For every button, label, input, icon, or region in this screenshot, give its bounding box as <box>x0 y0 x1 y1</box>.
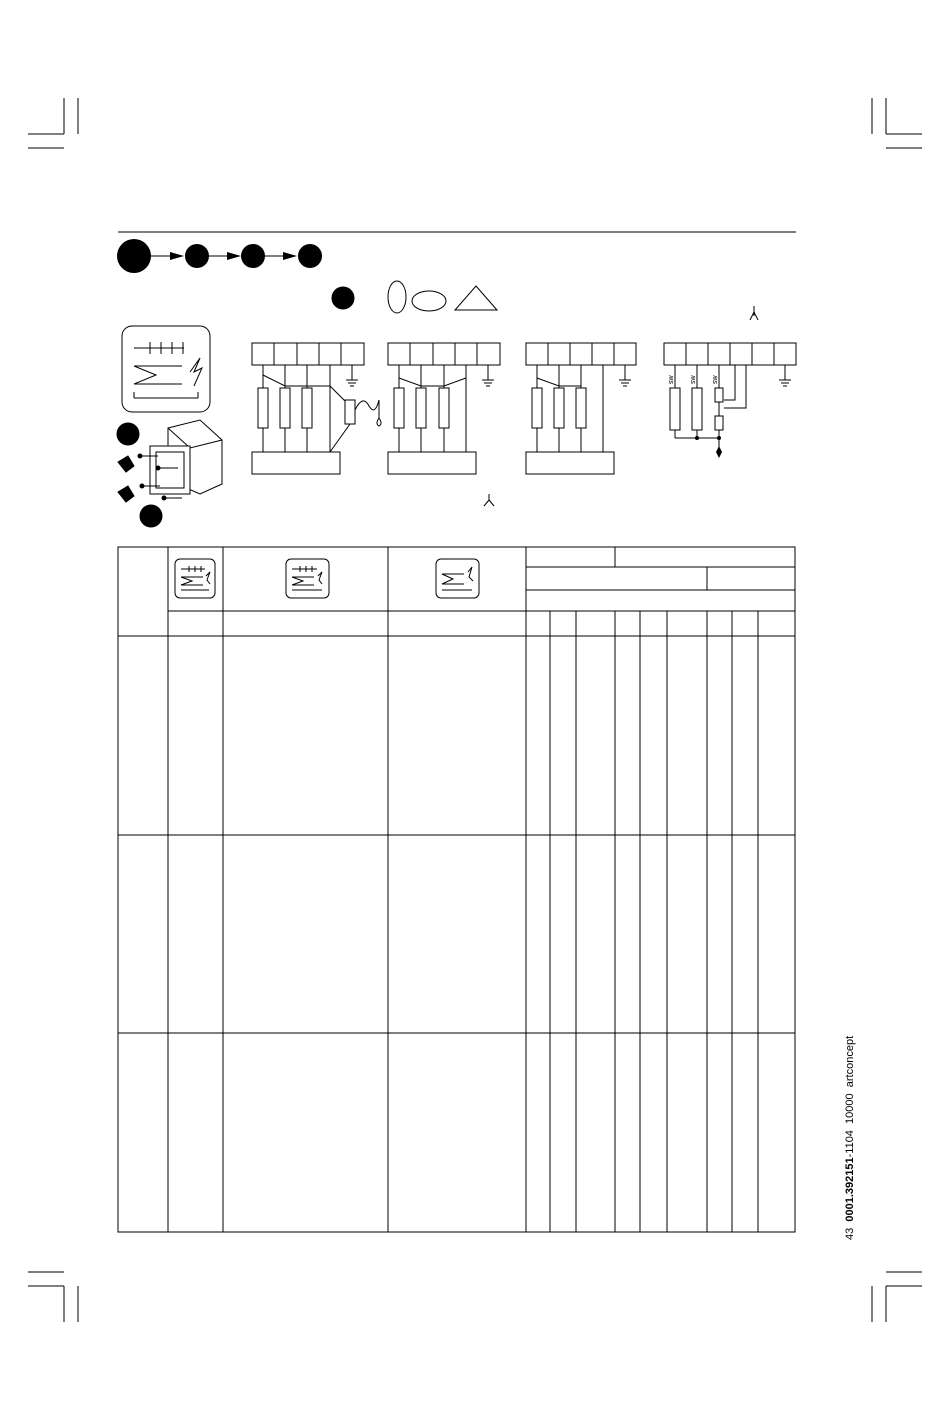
print-code <box>844 1036 856 1240</box>
appliance-panel-icon <box>122 326 210 412</box>
wiring-diagram-3 <box>526 343 636 474</box>
table-icon-combined-1 <box>175 559 215 598</box>
page-number: 43 <box>844 1227 856 1240</box>
table-icon-combined-2 <box>286 559 329 598</box>
printer-name: artconcept <box>844 1035 856 1088</box>
step-flow <box>117 239 322 273</box>
shape-symbols <box>332 281 497 313</box>
print-run: 10000 <box>844 1093 856 1124</box>
wire-label-1: sw <box>668 375 675 384</box>
crop-marks <box>28 98 922 1322</box>
wiring-diagram-4 <box>664 343 796 452</box>
mounting-box-illustration <box>117 420 222 527</box>
wiring-diagram-1 <box>252 343 381 474</box>
star-connection-icon-lower <box>484 494 494 506</box>
junction-dots <box>695 436 722 458</box>
spec-table <box>118 547 795 1232</box>
doc-number: 0001.392151 <box>844 1157 856 1222</box>
wiring-diagram-2 <box>388 343 500 474</box>
wire-labels <box>668 375 719 385</box>
doc-suffix: -1104 <box>844 1130 856 1158</box>
wire-label-3: sw <box>712 375 719 384</box>
star-connection-icon <box>750 306 758 320</box>
table-icon-heating <box>436 559 479 598</box>
wire-label-2: sw <box>690 375 697 384</box>
